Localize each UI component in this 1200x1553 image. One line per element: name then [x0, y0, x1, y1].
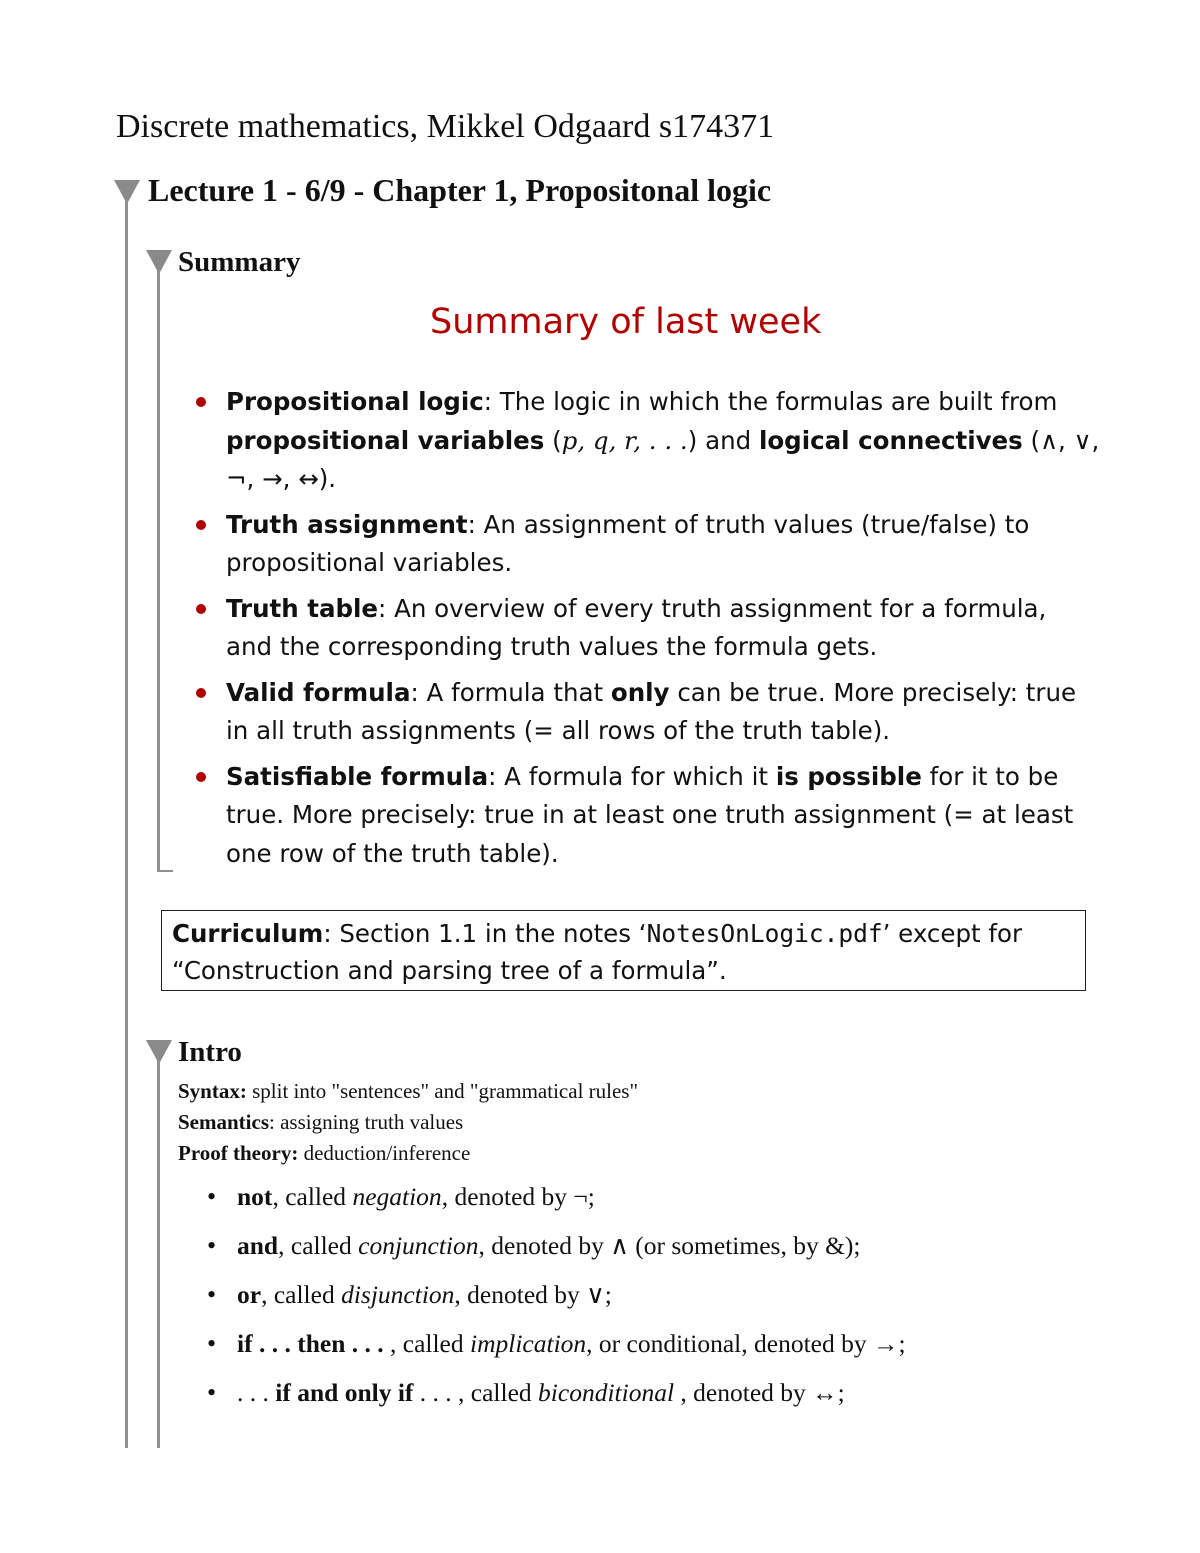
- intro-line-syntax: Syntax: split into "sentences" and "grammatical rules": [178, 1079, 639, 1103]
- connective-disjunction: • or, called disjunction, denoted by ∨;: [207, 1276, 906, 1325]
- lecture-outline-line: [125, 200, 128, 1448]
- intro-line-semantics: Semantics: assigning truth values: [178, 1110, 464, 1134]
- summary-item-truth-assignment: Truth assignment: An assignment of truth values (true/false) to propositional variables.: [195, 506, 1100, 583]
- lecture-heading: Lecture 1 - 6/9 - Chapter 1, Propositonal logic: [148, 172, 772, 208]
- curriculum-label: Curriculum: [172, 919, 324, 948]
- connectives-list: [207, 1178, 906, 1423]
- intro-line-proof-theory: Proof theory: deduction/inference: [178, 1141, 471, 1165]
- summary-item-satisfiable-formula: Satisfiable formula: A formula for which it is possible for it to be true. More precisely: true in at least one truth assignment (= at least one row of the truth table).: [195, 758, 1100, 874]
- curriculum-box: Curriculum: Section 1.1 in the notes ‘NotesOnLogic.pdf’ except for “Construction and parsing tree of a formula”.: [161, 910, 1086, 991]
- connective-negation: • not, called negation, denoted by ¬;: [207, 1178, 906, 1227]
- connective-biconditional: • . . . if and only if . . . , called biconditional , denoted by ↔;: [207, 1374, 906, 1423]
- slide-title: Summary of last week: [430, 302, 822, 342]
- curriculum-file: NotesOnLogic.pdf: [646, 919, 883, 948]
- intro-heading: Intro: [178, 1036, 242, 1068]
- summary-heading: Summary: [178, 246, 301, 278]
- document-title: Discrete mathematics, Mikkel Odgaard s174371: [116, 108, 775, 145]
- summary-item-propositional-logic: Propositional logic: The logic in which the formulas are built from propositional variables (p, q, r, . . .) and logical connectives (∧, ∨, ¬, →, ↔).: [195, 383, 1100, 499]
- intro-outline-line: [157, 1060, 160, 1448]
- summary-outline-end: [157, 870, 173, 872]
- summary-item-truth-table: Truth table: An overview of every truth assignment for a formula, and the corresponding truth values the formula gets.: [195, 590, 1100, 667]
- intro-definitions: [178, 1076, 638, 1169]
- summary-list: [195, 383, 1100, 880]
- summary-item-valid-formula: Valid formula: A formula that only can be true. More precisely: true in all truth assignments (= all rows of the truth table).: [195, 674, 1100, 751]
- connective-conjunction: • and, called conjunction, denoted by ∧ (or sometimes, by &);: [207, 1227, 906, 1276]
- summary-outline-line: [157, 270, 160, 872]
- connective-implication: • if . . . then . . . , called implication, or conditional, denoted by →;: [207, 1325, 906, 1374]
